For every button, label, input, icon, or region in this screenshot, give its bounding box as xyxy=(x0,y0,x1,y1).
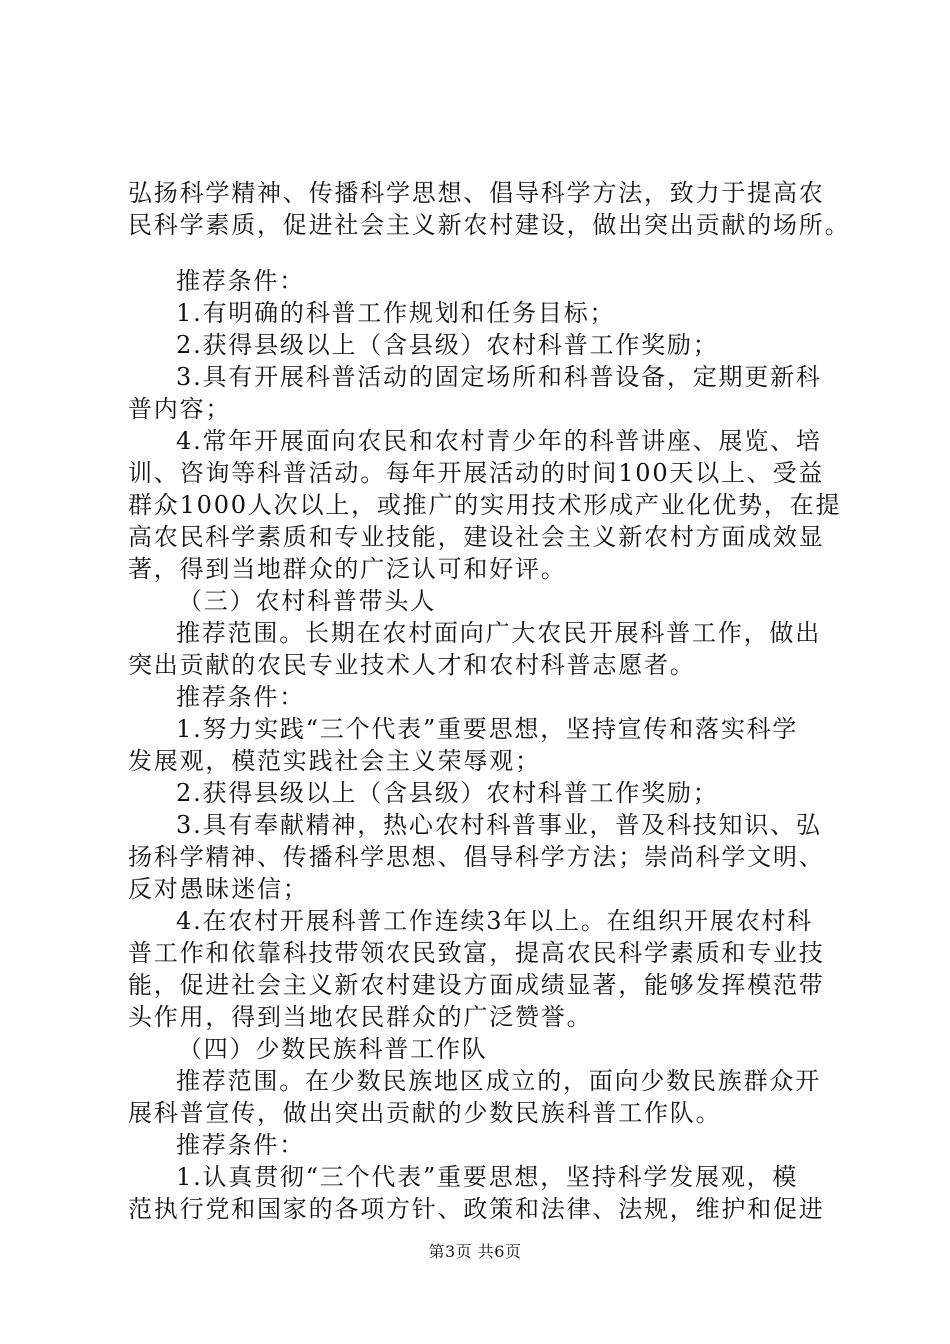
list-item: 2.获得县级以上（含县级）农村科普工作奖励； xyxy=(176,331,719,359)
paragraph-line: 推荐范围。在少数民族地区成立的，面向少数民族群众开 xyxy=(176,1067,821,1095)
paragraph-line: 训、咨询等科普活动。每年开展活动的时间100天以上、受益 xyxy=(128,459,825,487)
list-item: 3.具有奉献精神，热心农村科普事业，普及科技知识、弘 xyxy=(176,811,822,839)
paragraph-line: 弘扬科学精神、传播科学思想、倡导科学方法，致力于提高农 xyxy=(128,179,825,207)
section-label: 推荐条件： xyxy=(176,267,305,295)
paragraph-line: 发展观，模范实践社会主义荣辱观； xyxy=(128,747,541,775)
paragraph-line: 高农民科学素质和专业技能，建设社会主义新农村方面成效显 xyxy=(128,523,825,551)
list-item: 4.在农村开展科普工作连续3年以上。在组织开展农村科 xyxy=(176,907,813,935)
list-item: 1.认真贯彻“三个代表”重要思想，坚持科学发展观，模 xyxy=(176,1163,799,1191)
list-item: 3.具有开展科普活动的固定场所和科普设备，定期更新科 xyxy=(176,363,822,391)
paragraph-line: 突出贡献的农民专业技术人才和农村科普志愿者。 xyxy=(128,651,696,679)
paragraph-line: 群众1000人次以上，或推广的实用技术形成产业化优势，在提 xyxy=(128,491,842,519)
list-item: 2.获得县级以上（含县级）农村科普工作奖励； xyxy=(176,779,719,807)
page-number-footer: 第3页 共6页 xyxy=(428,1242,522,1261)
section-label: 推荐条件： xyxy=(176,683,305,711)
section-heading: （四）少数民族科普工作队 xyxy=(178,1035,488,1063)
paragraph-line: 推荐范围。长期在农村面向广大农民开展科普工作，做出 xyxy=(176,619,821,647)
list-item: 1.努力实践“三个代表”重要思想，坚持宣传和落实科学 xyxy=(176,715,799,743)
paragraph-line: 反对愚昧迷信； xyxy=(128,875,309,903)
paragraph-line: 展科普宣传，做出突出贡献的少数民族科普工作队。 xyxy=(128,1099,722,1127)
paragraph-line: 普工作和依靠科技带领农民致富，提高农民科学素质和专业技 xyxy=(128,939,825,967)
list-item: 4.常年开展面向农民和农村青少年的科普讲座、展览、培 xyxy=(176,427,822,455)
paragraph-line: 范执行党和国家的各项方针、政策和法律、法规，维护和促进 xyxy=(128,1195,825,1223)
section-label: 推荐条件： xyxy=(176,1131,305,1159)
paragraph-line: 民科学素质，促进社会主义新农村建设，做出突出贡献的场所。 xyxy=(128,211,851,239)
paragraph-line: 著，得到当地群众的广泛认可和好评。 xyxy=(128,555,567,583)
list-item: 1.有明确的科普工作规划和任务目标； xyxy=(176,299,616,327)
paragraph-line: 头作用，得到当地农民群众的广泛赞誉。 xyxy=(128,1003,593,1031)
paragraph-line: 普内容； xyxy=(128,395,232,423)
paragraph-line: 能，促进社会主义新农村建设方面成绩显著，能够发挥模范带 xyxy=(128,971,825,999)
paragraph-line: 扬科学精神、传播科学思想、倡导科学方法；崇尚科学文明、 xyxy=(128,843,825,871)
section-heading: （三）农村科普带头人 xyxy=(178,587,436,615)
